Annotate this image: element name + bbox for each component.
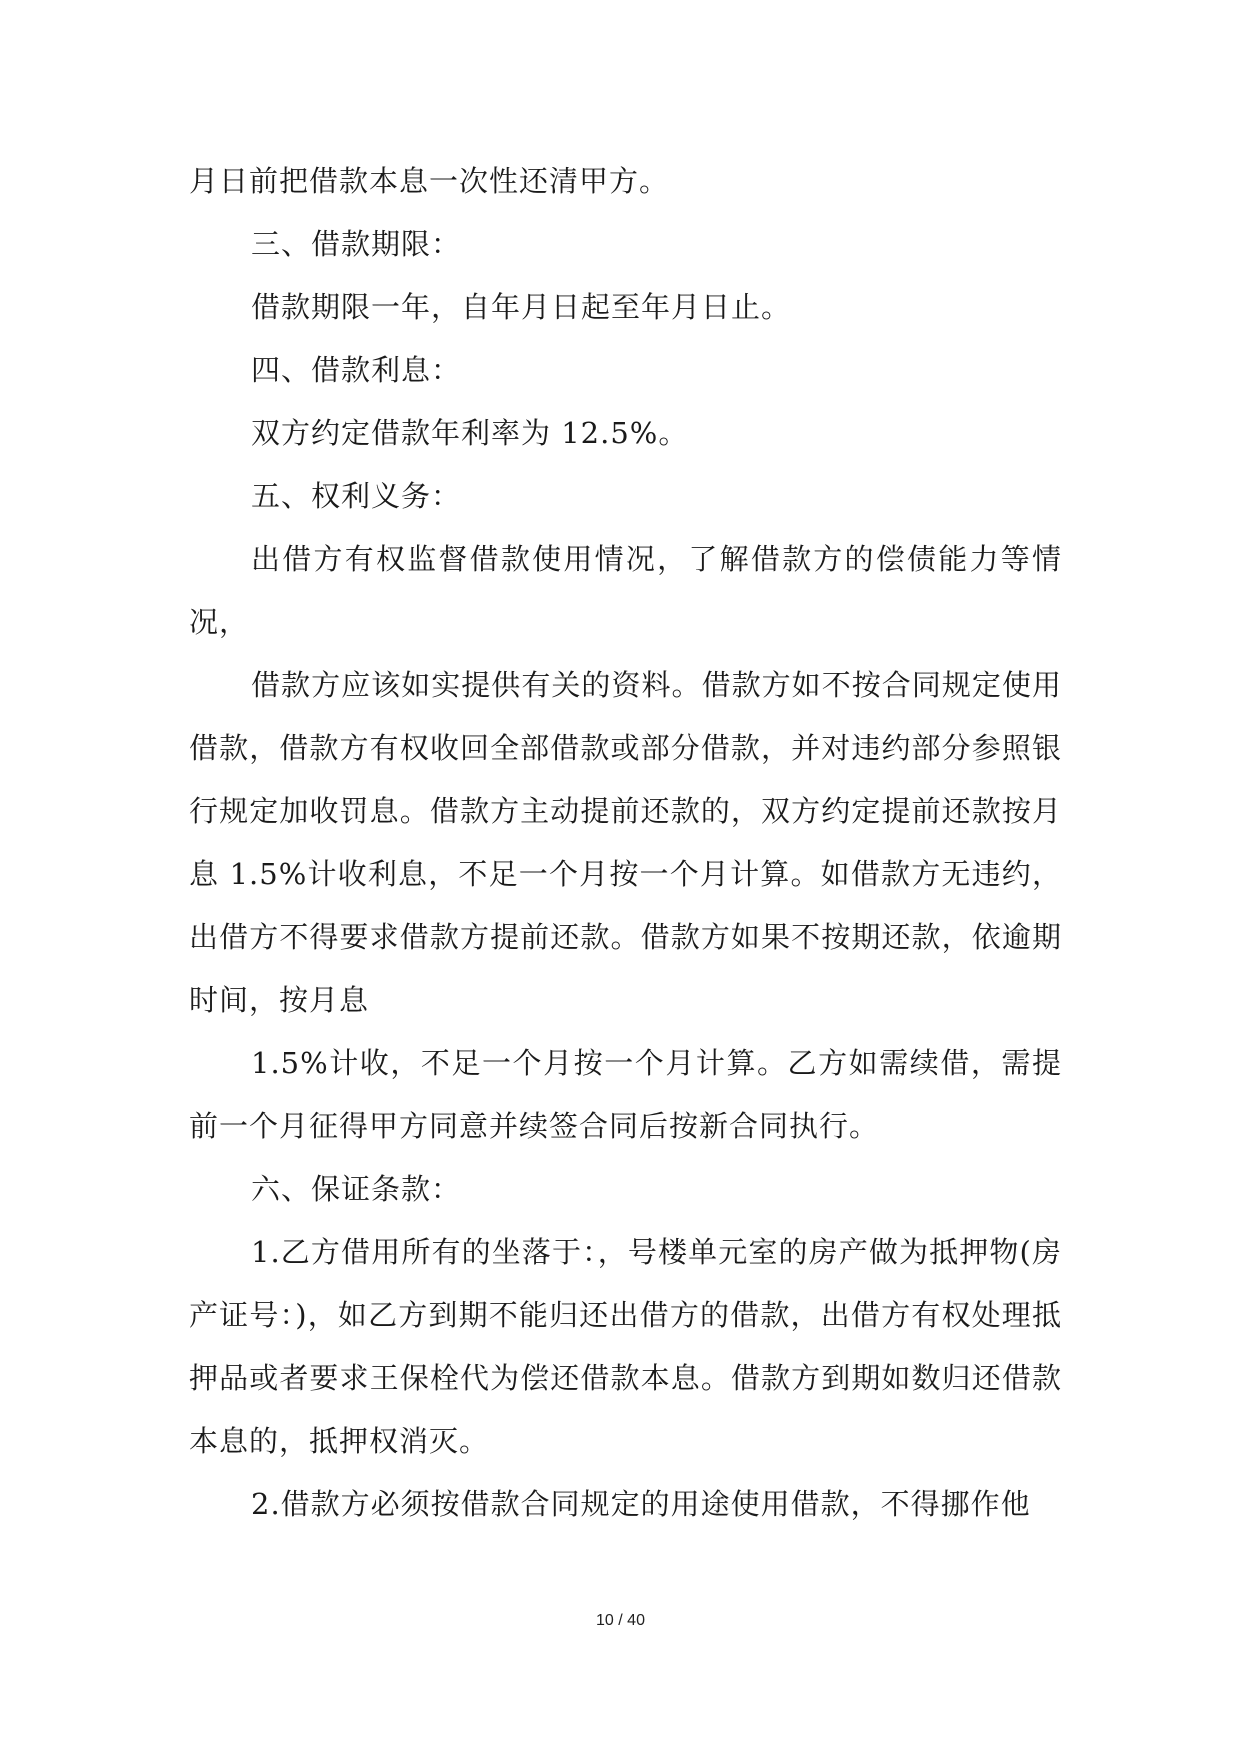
paragraph-borrower-obligations: 借款方应该如实提供有关的资料。借款方如不按合同规定使用借款，借款方有权收回全部借款或部分借款，并对违约部分参照银行规定加收罚息。借款方主动提前还款的，双方约定提前还款按月息 1.5%计收利息，不足一个月按一个月计算。如借款方无违约，出借方不得要求借款方提前还款。借款方如果不按期还款，依逾期时间，按月息 [189, 668, 1062, 1017]
heading-loan-interest: 四、借款利息： [251, 353, 462, 387]
paragraph-loan-interest: 双方约定借款年利率为 12.5%。 [251, 416, 689, 450]
document-body [189, 150, 1062, 1536]
heading-guarantee-clause: 六、保证条款： [251, 1172, 462, 1206]
heading-rights-obligations: 五、权利义务： [251, 479, 462, 513]
paragraph-overdue-interest: 1.5%计收，不足一个月按一个月计算。乙方如需续借，需提前一个月征得甲方同意并续签合同后按新合同执行。 [189, 1046, 1062, 1143]
paragraph-repayment-end: 月日前把借款本息一次性还清甲方。 [189, 164, 670, 198]
paragraph-loan-term: 借款期限一年，自年月日起至年月日止。 [251, 290, 792, 324]
heading-loan-term: 三、借款期限： [251, 227, 462, 261]
paragraph-guarantee-1: 1.乙方借用所有的坐落于：，号楼单元室的房产做为抵押物(房产证号：)，如乙方到期不能归还出借方的借款，出借方有权处理抵押品或者要求王保栓代为偿还借款本息。借款方到期如数归还借款本息的，抵押权消灭。 [189, 1235, 1062, 1458]
page-number: 10 / 40 [596, 1612, 645, 1629]
paragraph-guarantee-2: 2.借款方必须按借款合同规定的用途使用借款，不得挪作他 [251, 1487, 1031, 1521]
paragraph-lender-rights: 出借方有权监督借款使用情况，了解借款方的偿债能力等情况， [189, 542, 1062, 639]
